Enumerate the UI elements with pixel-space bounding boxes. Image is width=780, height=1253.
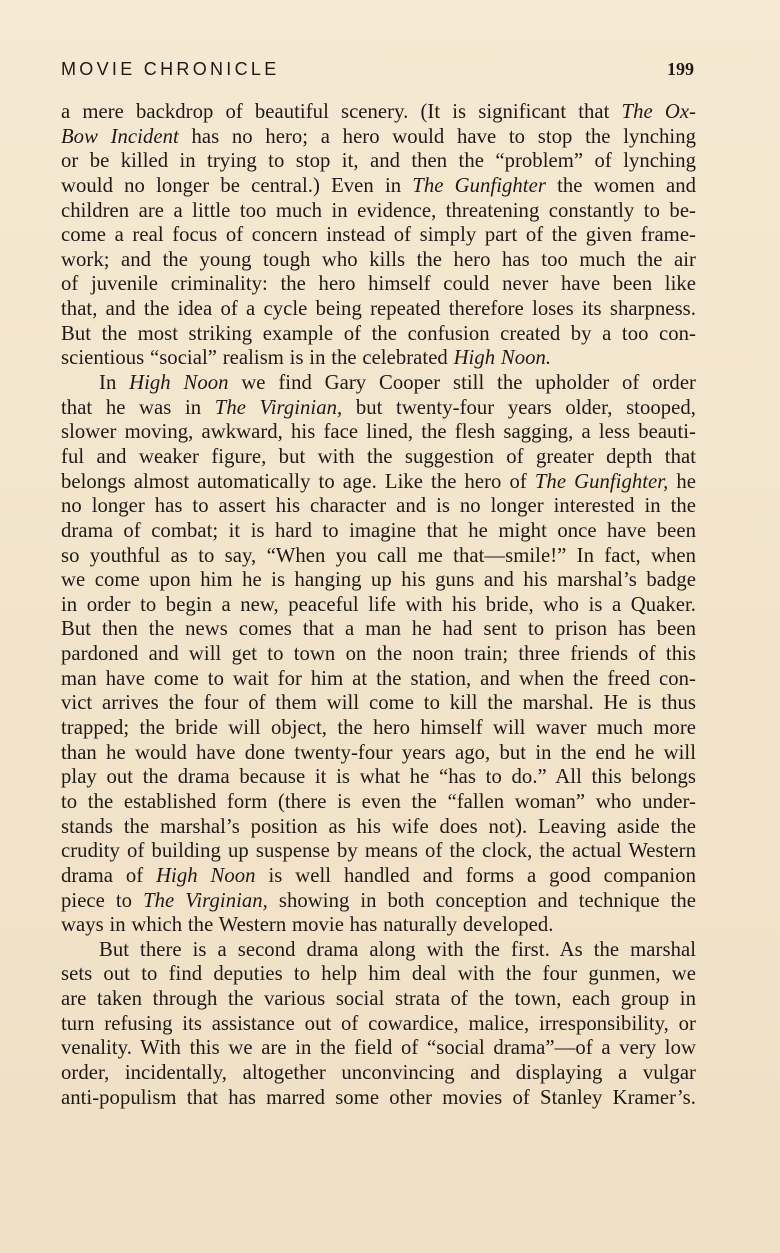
text-run: ways in which the Western movie has naturally developed. [61,914,554,937]
text-run: But there is a second drama along with the first. As the marshal [99,938,696,961]
text-line [61,1086,696,1111]
text-line [61,125,696,150]
text-run: is well handled and forms a good companion [255,864,696,887]
text-line [61,864,696,889]
italic-title: High Noon. [453,347,552,370]
text-line [61,199,696,224]
text-run: belongs almost automatically to age. Like the hero of [61,470,535,493]
text-run: play out the drama because it is what he “has to do.” All this belongs [61,766,696,789]
text-run: crudity of building up suspense by means of the clock, the actual Western [61,840,696,863]
italic-title: The Virginian, [214,396,343,419]
text-line [61,938,696,963]
text-run: the women and [545,174,696,197]
italic-title: High Noon [156,864,256,887]
text-line [61,889,696,914]
text-line [61,839,696,864]
text-line [61,396,696,421]
text-line [61,617,696,642]
text-line [61,962,696,987]
text-run: has no hero; a hero would have to stop the lynching [178,125,696,148]
text-run: vict arrives the four of them will come to kill the marshal. He is thus [61,692,696,715]
running-title: MOVIE CHRONICLE [61,59,280,79]
text-line [61,593,696,618]
text-run: anti-populism that has marred some other movies of Stanley Kramer’s. [61,1086,696,1109]
text-line [61,765,696,790]
text-run: drama of combat; it is hard to imagine that he might once have been [61,519,696,542]
text-run: pardoned and will get to town on the noon train; three friends of this [61,643,696,666]
text-line [61,691,696,716]
text-line [61,667,696,692]
text-run: work; and the young tough who kills the hero has too much the air [61,248,696,271]
text-run: drama of [61,864,157,887]
italic-title: The Virginian, [143,889,268,912]
text-run: slower moving, awkward, his face lined, the flesh sagging, a less beauti- [61,421,696,444]
text-run: piece to [61,889,144,912]
text-run: But then the news comes that a man he had sent to prison has been [61,618,696,641]
text-run: so youthful as to say, “When you call me that—smile!” In fact, when [61,544,696,567]
text-line [61,420,696,445]
text-line [61,272,696,297]
text-line [61,1036,696,1061]
text-run: to the established form (there is even the “fallen woman” who under- [61,790,696,813]
text-run: venality. With this we are in the field of “social drama”—of a very low [61,1037,696,1060]
text-line [61,371,696,396]
text-line [61,519,696,544]
text-run: order, incidentally, altogether unconvincing and displaying a vulgar [61,1061,696,1084]
text-line [61,248,696,273]
text-line [61,470,696,495]
text-line [61,642,696,667]
text-line [61,987,696,1012]
italic-title: The Gunfighter, [534,470,669,493]
text-run: we find Gary Cooper still the upholder of order [228,372,697,395]
text-run: of juvenile criminality: the hero himself could never have been like [61,273,696,296]
text-run: a mere backdrop of beautiful scenery. (It is significant that [61,101,622,123]
text-line [61,174,696,199]
italic-title: High Noon [129,372,229,395]
text-run: scientious “social” realism is in the celebrated [61,347,454,370]
italic-title: The Gunfighter [412,174,546,197]
text-line [61,346,696,371]
text-run: sets out to find deputies to help him deal with the four gunmen, we [61,963,696,986]
text-run: come a real focus of concern instead of simply part of the given frame- [61,224,696,247]
text-line [61,741,696,766]
text-line [61,100,696,125]
text-line [61,815,696,840]
text-line [61,149,696,174]
running-head [61,58,696,82]
italic-title: Bow Incident [61,125,179,148]
text-run: are taken through the various social strata of the town, each group in [61,988,696,1011]
text-run: stands the marshal’s position as his wife does not). Leaving aside the [61,815,696,838]
text-run: but twenty-four years older, stooped, [342,396,697,419]
text-line [61,716,696,741]
text-run: in order to begin a new, peaceful life with his bride, who is a Quaker. [61,593,696,616]
italic-title: The Ox- [621,101,696,123]
text-line [61,790,696,815]
text-run: than he would have done twenty-four years ago, but in the end he will [61,741,696,764]
text-run: that he was in [61,396,215,419]
text-run: showing in both conception and technique the [267,889,696,912]
text-line [61,223,696,248]
text-run: trapped; the bride will object, the hero himself will waver much more [61,717,696,740]
text-run: we come upon him he is hanging up his guns and his marshal’s badge [61,569,696,592]
text-run: no longer has to assert his character and is no longer interested in the [61,495,696,518]
text-run: or be killed in trying to stop it, and then the “problem” of lynching [61,150,696,173]
text-run: turn refusing its assistance out of cowardice, malice, irresponsibility, or [61,1012,696,1035]
body-text [61,100,696,1110]
text-line [61,1012,696,1037]
text-run: But the most striking example of the confusion created by a too con- [61,322,696,345]
text-run: would no longer be central.) Even in [61,174,413,197]
text-run: that, and the idea of a cycle being repeated therefore loses its sharpness. [61,298,696,321]
text-run: he [668,470,696,493]
text-run: ful and weaker figure, but with the suggestion of greater depth that [61,445,696,468]
text-line [61,445,696,470]
text-line [61,544,696,569]
text-line [61,494,696,519]
text-line [61,297,696,322]
text-run: In [99,372,130,395]
text-line [61,913,696,938]
text-line [61,322,696,347]
text-run: children are a little too much in evidence, threatening constantly to be- [61,199,696,222]
text-run: man have come to wait for him at the station, and when the freed con- [61,667,696,690]
text-line [61,568,696,593]
page-number: 199 [667,59,694,79]
text-line [61,1061,696,1086]
